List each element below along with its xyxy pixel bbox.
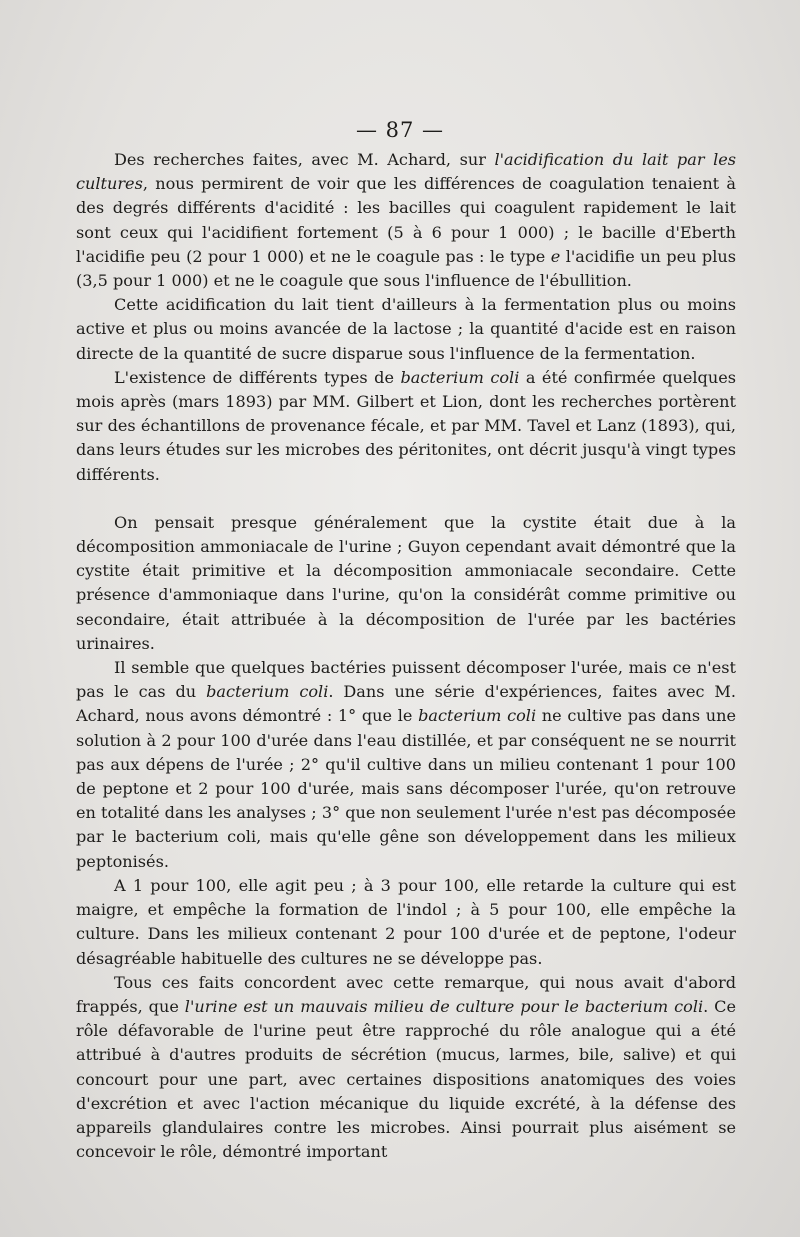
paragraph: L'existence de différents types de bacterium coli a été confirmée quelques mois après (mars 1893) par MM. Gilbert et Lion, dont les recherches portèrent sur des échantillons de provenance fécale, et par MM. Tavel et Lanz (1893), qui, dans leurs études sur les microbes des péritonites, ont décrit jusqu'à vingt types différents. xyxy=(76,367,737,484)
paragraph: Tous ces faits concordent avec cette remarque, qui nous avait d'abord frappés, que l'urine est un mauvais milieu de culture pour le bacterium coli. Ce rôle défavorable de l'urine peut être rapproché du rôle analogue qui a été attribué à d'autres produits de sécrétion (mucus, larmes, bile, salive) et qui concourt pour une part, avec certaines dispositions anatomiques des voies d'excrétion et avec l'action mécanique du liquide excrété, à la défense des appareils glandulaires contre les microbes. Ainsi pourrait plus aisément se concevoir le rôle, démontré important xyxy=(76,972,736,1162)
paragraph: Il semble que quelques bactéries puissent décomposer l'urée, mais ce n'est pas le cas du bacterium coli. Dans une série d'expériences, faites avec M. Achard, nous avons démontré : 1° que le bacterium coli ne cultive pas dans une solution à 2 pour 100 d'urée dans l'eau distillée, et par conséquent ne se nourrit pas aux dépens de l'urée ; 2° qu'il cultive dans un milieu contenant 1 pour 100 de peptone et 2 pour 100 d'urée, mais sans décomposer l'urée, qu'on retrouve en totalité dans les analyses ; 3° que non seulement l'urée n'est pas décomposée par le bacterium coli, mais qu'elle gêne son développement dans les milieux peptonisés. xyxy=(76,658,737,871)
page-number: — 87 — xyxy=(355,118,445,142)
paragraph: Des recherches faites, avec M. Achard, sur l'acidification du lait par les cultures, nous permirent de voir que les différences de coagulation tenaient à des degrés différents d'acidité : les bacilles qui coagulent rapidement le lait sont ceux qui l'acidifient fortement (5 à 6 pour 1 000) ; le bacille d'Eberth l'acidifie peu (2 pour 1 000) et ne le coagule pas : le type e l'acidifie un peu plus (3,5 pour 1 000) et ne le coagule que sous l'influence de l'ébullition. xyxy=(76,150,736,291)
paragraph: A 1 pour 100, elle agit peu ; à 3 pour 100, elle retarde la culture qui est maigre, et empêche la formation de l'indol ; à 5 pour 100, elle empêche la culture. Dans les milieux contenant 2 pour 100 d'urée et de peptone, l'odeur désagréable habituelle des cultures ne se développe pas. xyxy=(76,875,736,968)
paragraph: On pensait presque généralement que la cystite était due à la décomposition ammoniacale de l'urine ; Guyon cependant avait démontré que la cystite était primitive et la décomposition ammoniacale secondaire. Cette présence d'ammoniaque dans l'urine, qu'on la considérât comme primitive ou secondaire, était attribuée à la décomposition de l'urée par les bactéries urinaires. xyxy=(76,512,736,653)
paragraph: Cette acidification du lait tient d'ailleurs à la fermentation plus ou moins active et plus ou moins avancée de la lactose ; la quantité d'acide est en raison directe de la quantité de sucre disparue sous l'influence de la fermentation. xyxy=(76,295,736,363)
body-text xyxy=(76,148,736,1164)
